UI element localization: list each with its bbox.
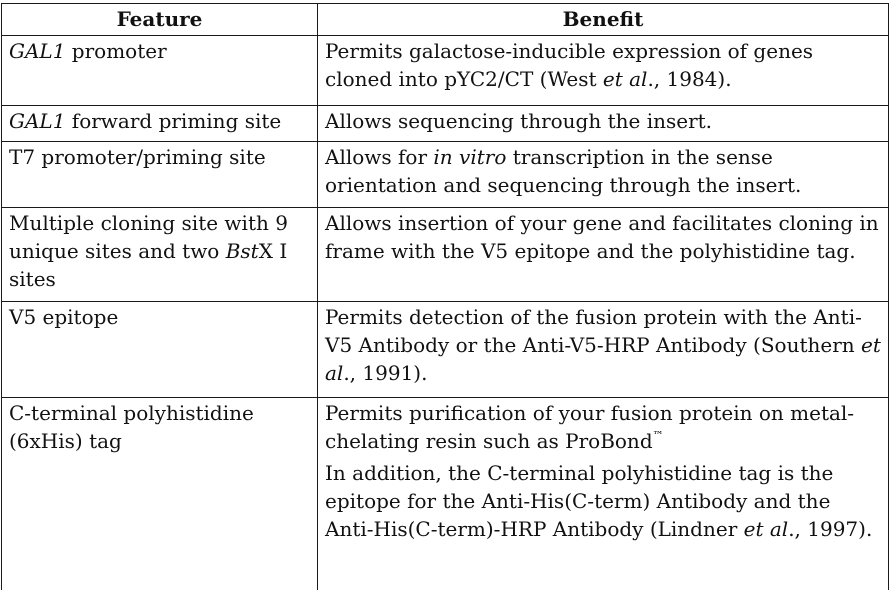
gene-name: GAL1 xyxy=(9,109,66,133)
citation-et-al: et al xyxy=(743,517,789,541)
feature-cell xyxy=(2,36,318,106)
feature-cell: C-terminal polyhistidine (6xHis) tag xyxy=(2,398,318,590)
benefit-column-header: Benefit xyxy=(318,4,889,36)
feature-text: X I sites xyxy=(9,239,288,291)
benefit-cell xyxy=(318,302,889,398)
benefit-text: transcription in the sense orientation and sequencing through the insert. xyxy=(325,145,802,197)
enzyme-name: Bst xyxy=(225,239,259,263)
benefit-cell: Allows sequencing through the insert. xyxy=(318,106,889,142)
gene-name: GAL1 xyxy=(9,39,66,63)
benefit-cell xyxy=(318,398,889,590)
benefit-cell: Allows insertion of your gene and facilitates cloning in frame with the V5 epitope and the polyhistidine tag. xyxy=(318,208,889,302)
benefit-text: Permits galactose-inducible expression of genes cloned into pYC2/CT (West xyxy=(325,39,814,91)
benefit-paragraph xyxy=(325,399,882,455)
table-header-row xyxy=(2,4,889,36)
table-row xyxy=(2,142,889,208)
feature-text: promoter xyxy=(65,39,167,63)
feature-column-header: Feature xyxy=(2,4,318,36)
in-vitro-term: in vitro xyxy=(433,145,507,169)
feature-cell xyxy=(2,106,318,142)
feature-benefit-table xyxy=(1,3,889,590)
feature-cell: V5 epitope xyxy=(2,302,318,398)
benefit-text: ., 1991). xyxy=(343,361,428,385)
table-row xyxy=(2,398,889,590)
benefit-text: ., 1984). xyxy=(647,67,732,91)
citation-et-al: et al xyxy=(602,67,648,91)
benefit-paragraph xyxy=(325,459,882,543)
trademark-symbol: ™ xyxy=(652,429,664,442)
benefit-text: Permits purification of your fusion protein on metal-chelating resin such as ProBond xyxy=(325,401,855,453)
feature-cell xyxy=(2,208,318,302)
benefit-cell xyxy=(318,36,889,106)
feature-text: forward priming site xyxy=(65,109,282,133)
benefit-text: Permits detection of the fusion protein with the Anti-V5 Antibody or the Anti-V5-HRP Antibody (Southern xyxy=(325,305,862,357)
citation-et-al: et al xyxy=(325,333,881,385)
feature-text: Multiple cloning site with 9 unique sites and two xyxy=(9,211,288,263)
benefit-text: Allows for xyxy=(325,145,434,169)
table-row xyxy=(2,302,889,398)
feature-cell: T7 promoter/priming site xyxy=(2,142,318,208)
benefit-text: In addition, the C-terminal polyhistidine tag is the epitope for the Anti-His(C-term) Antibody and the Anti-His(C-term)-HRP Antibody (Lindner xyxy=(325,461,834,541)
benefit-text: ., 1997). xyxy=(788,517,873,541)
table-row xyxy=(2,208,889,302)
table-row xyxy=(2,36,889,106)
benefit-cell xyxy=(318,142,889,208)
table-row xyxy=(2,106,889,142)
